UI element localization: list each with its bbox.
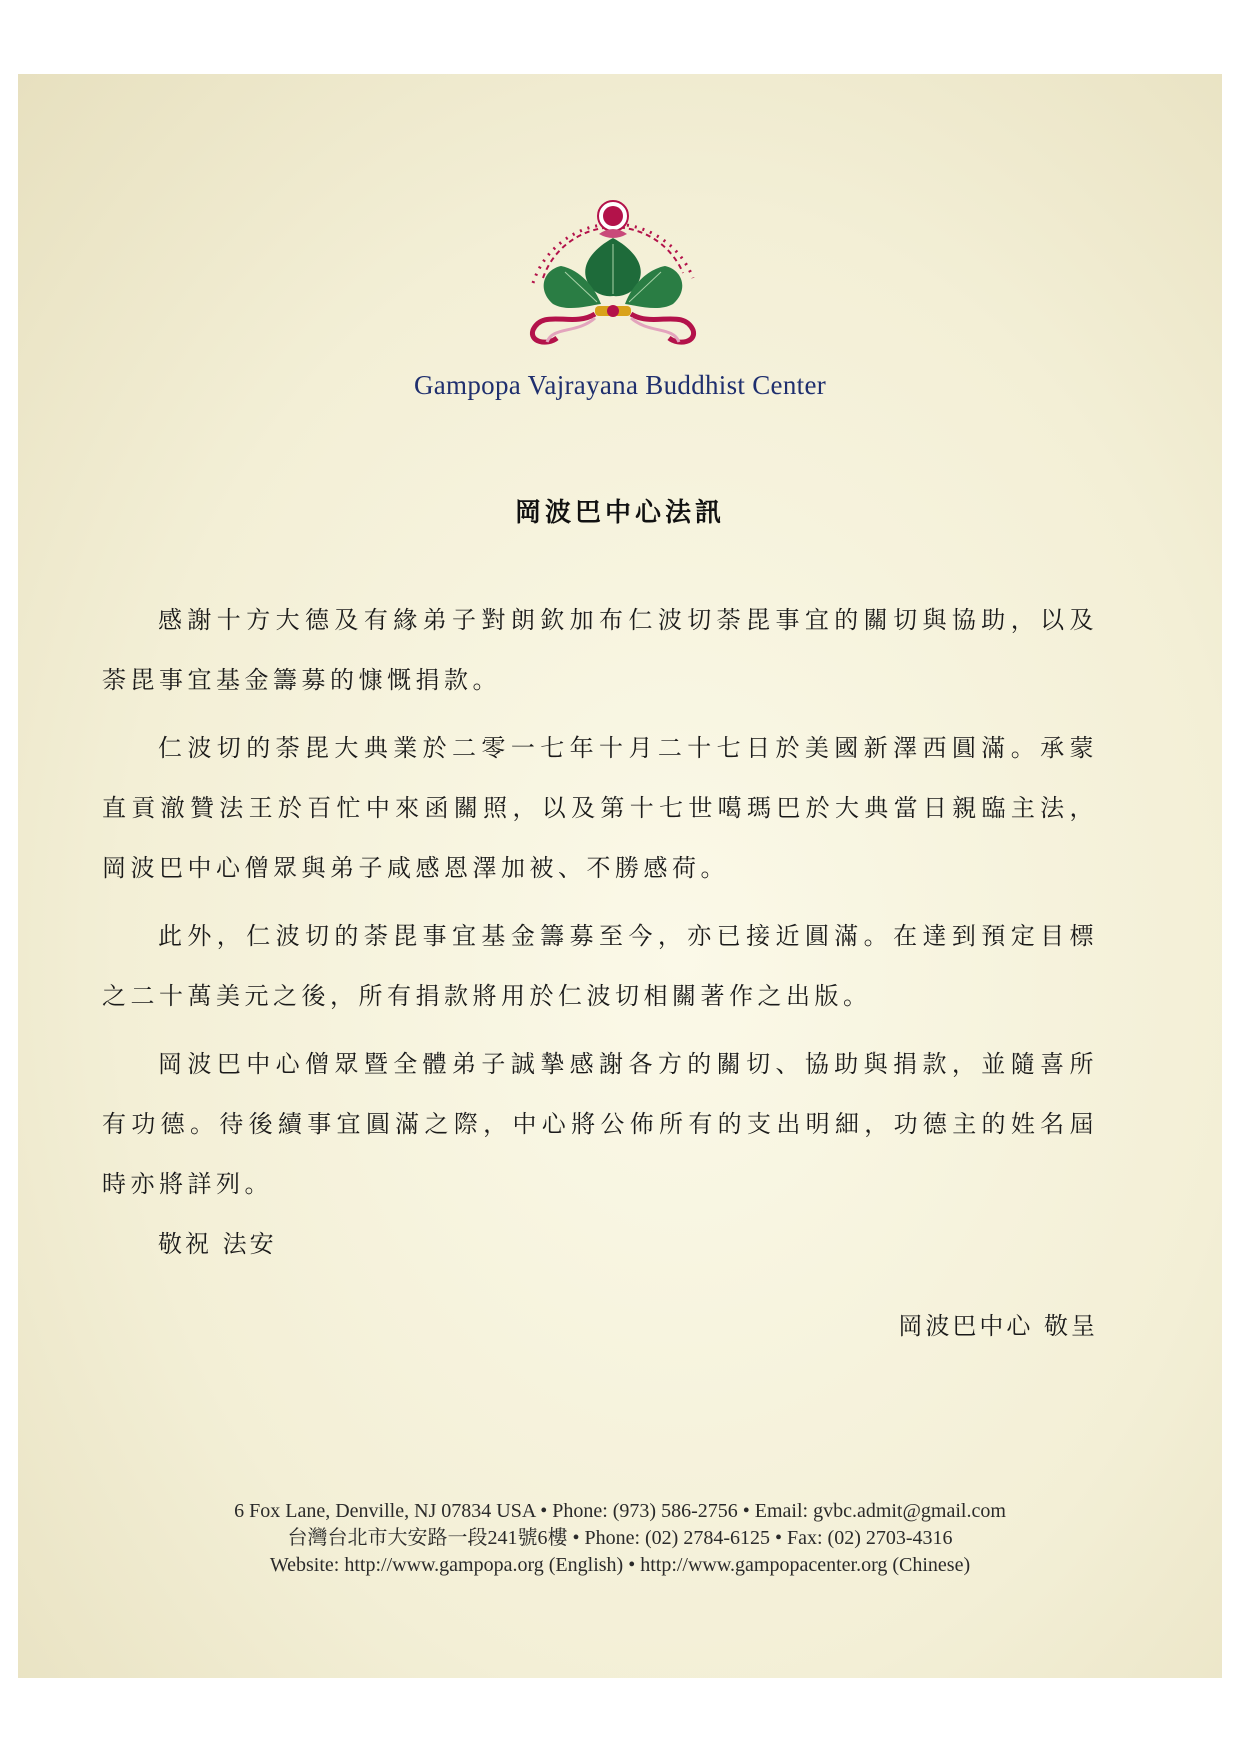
letter-sheet bbox=[18, 74, 1222, 1678]
closing-salutation: 敬祝 法安 bbox=[158, 1230, 277, 1258]
footer-taiwan-address: 台灣台北市大安路一段241號6樓 • Phone: (02) 2784-6125 • Fax: (02) 2703-4316 bbox=[287, 1527, 953, 1549]
gampopa-lotus-logo-icon bbox=[503, 158, 723, 358]
document-title: 岡波巴中心法訊 bbox=[514, 498, 725, 528]
signature: 岡波巴中心 敬呈 bbox=[898, 1312, 1098, 1340]
paragraph-3: 此外，仁波切的荼毘事宜基金籌募至今，亦已接近圓滿。在達到預定目標之二十萬美元之後，所有捐款將用於仁波切相關著作之出版。 bbox=[102, 922, 1098, 1010]
paragraph-4: 岡波巴中心僧眾暨全體弟子誠摯感謝各方的關切、協助與捐款，並隨喜所有功德。待後續事宜圓滿之際，中心將公佈所有的支出明細，功德主的姓名屆時亦將詳列。 bbox=[102, 1050, 1098, 1198]
organization-name: Gampopa Vajrayana Buddhist Center bbox=[413, 370, 827, 400]
letter-body bbox=[102, 590, 1098, 1222]
footer-websites: Website: http://www.gampopa.org (English) • http://www.gampopacenter.org (Chinese) bbox=[269, 1554, 971, 1576]
footer-us-address: 6 Fox Lane, Denville, NJ 07834 USA • Phone: (973) 586-2756 • Email: gvbc.admit@gmail.com bbox=[234, 1500, 1006, 1522]
paragraph-1: 感謝十方大德及有緣弟子對朗欽加布仁波切荼毘事宜的關切與協助，以及荼毘事宜基金籌募的慷慨捐款。 bbox=[102, 606, 1098, 694]
contact-footer bbox=[18, 1498, 1222, 1579]
paragraph-2: 仁波切的荼毘大典業於二零一七年十月二十七日於美國新澤西圓滿。承蒙直貢澈贊法王於百忙中來函關照，以及第十七世噶瑪巴於大典當日親臨主法，岡波巴中心僧眾與弟子咸感恩澤加被、不勝感荷。 bbox=[102, 734, 1098, 882]
